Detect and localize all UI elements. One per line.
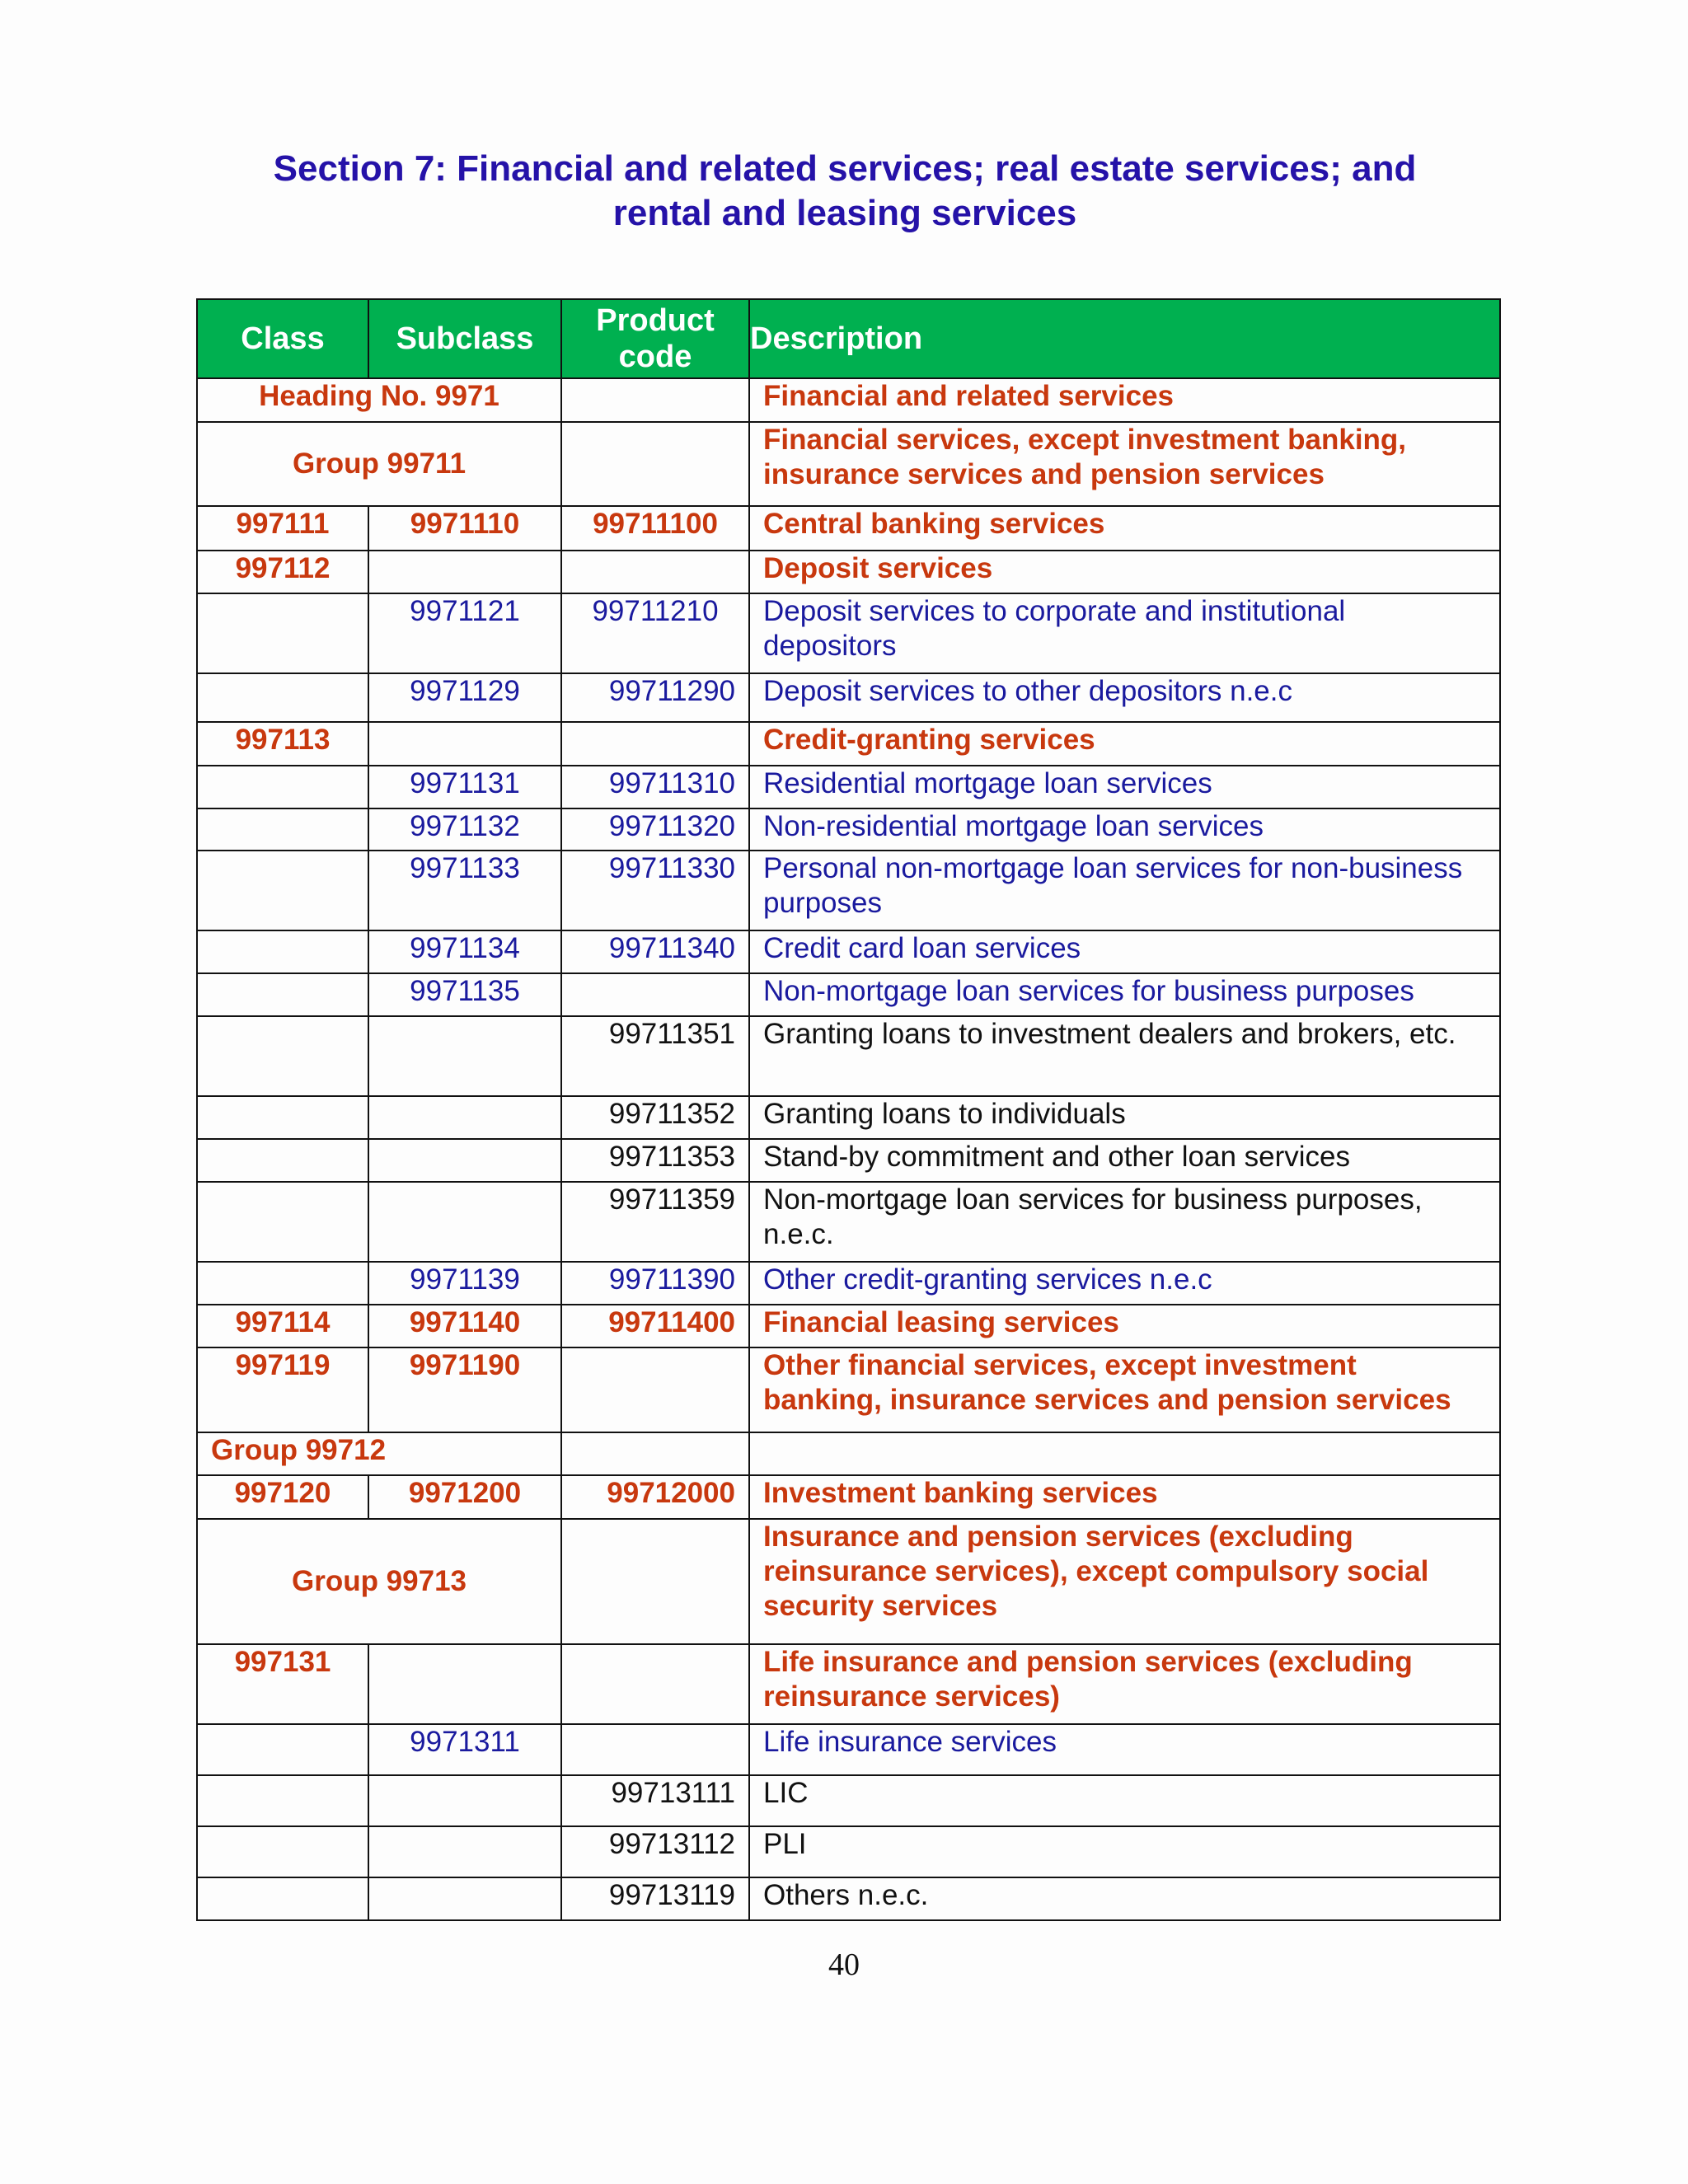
class-cell: 997120 <box>197 1475 368 1519</box>
subclass-cell <box>368 1877 561 1920</box>
product-cell <box>561 722 749 766</box>
product-cell: 99713112 <box>561 1826 749 1877</box>
description-cell: Others n.e.c. <box>749 1877 1500 1920</box>
class-cell <box>197 1139 368 1182</box>
subclass-cell: 9971311 <box>368 1724 561 1775</box>
header-subclass: Subclass <box>368 299 561 378</box>
group-label: Group 99711 <box>197 422 561 506</box>
product-cell: 99711320 <box>561 808 749 851</box>
description-cell: Life insurance and pension services (excluding reinsurance services) <box>749 1644 1500 1724</box>
subclass-cell <box>368 551 561 593</box>
subclass-cell: 9971135 <box>368 973 561 1016</box>
table-row <box>197 1775 1500 1826</box>
subclass-cell <box>368 1826 561 1877</box>
table-row <box>197 1644 1500 1724</box>
header-product-code <box>561 299 749 378</box>
description-cell: Credit-granting services <box>749 722 1500 766</box>
table-header-row <box>197 299 1500 378</box>
services-classification-table <box>196 298 1501 1921</box>
table-row <box>197 1877 1500 1920</box>
class-cell <box>197 1016 368 1096</box>
table-row <box>197 722 1500 766</box>
table-row <box>197 422 1500 506</box>
product-cell: 99711340 <box>561 930 749 973</box>
class-cell <box>197 808 368 851</box>
product-cell: 99711353 <box>561 1139 749 1182</box>
table-row <box>197 1347 1500 1432</box>
description-cell: Non-mortgage loan services for business purposes <box>749 973 1500 1016</box>
product-cell: 99711351 <box>561 1016 749 1096</box>
class-cell <box>197 673 368 722</box>
product-cell: 99711290 <box>561 673 749 722</box>
page-title-line2: rental and leasing services <box>612 193 1077 233</box>
class-cell <box>197 766 368 808</box>
product-cell: 99713119 <box>561 1877 749 1920</box>
subclass-cell <box>368 722 561 766</box>
subclass-cell: 9971139 <box>368 1262 561 1305</box>
description-cell: PLI <box>749 1826 1500 1877</box>
table-row <box>197 1016 1500 1096</box>
class-cell <box>197 1826 368 1877</box>
product-cell: 99711210 <box>561 593 749 673</box>
product-cell <box>561 1519 749 1644</box>
description-cell: Deposit services <box>749 551 1500 593</box>
product-cell <box>561 1644 749 1724</box>
description-cell: Life insurance services <box>749 1724 1500 1775</box>
description-cell: Investment banking services <box>749 1475 1500 1519</box>
description-cell <box>749 1347 1500 1432</box>
description-cell: Residential mortgage loan services <box>749 766 1500 808</box>
description-cell: LIC <box>749 1775 1500 1826</box>
table-row <box>197 1475 1500 1519</box>
product-cell: 99711400 <box>561 1305 749 1347</box>
description-cell: Deposit services to corporate and institutional depositors <box>749 593 1500 673</box>
subclass-cell: 9971200 <box>368 1475 561 1519</box>
class-cell <box>197 1775 368 1826</box>
description-cell: Financial and related services <box>749 378 1500 422</box>
subclass-cell: 9971131 <box>368 766 561 808</box>
class-cell <box>197 1877 368 1920</box>
subclass-cell <box>368 1016 561 1096</box>
product-cell: 99711359 <box>561 1182 749 1262</box>
table-row <box>197 1182 1500 1262</box>
class-cell <box>197 851 368 930</box>
description-cell: Financial services, except investment banking, insurance services and pension services <box>749 422 1500 506</box>
product-cell: 99711330 <box>561 851 749 930</box>
description-cell: Insurance and pension services (excluding reinsurance services), except compulsory social security services <box>749 1519 1500 1644</box>
header-description: Description <box>749 299 1500 378</box>
subclass-cell: 9971133 <box>368 851 561 930</box>
subclass-cell: 9971134 <box>368 930 561 973</box>
description-cell: Non-residential mortgage loan services <box>749 808 1500 851</box>
description-cell: Personal non-mortgage loan services for non-business purposes <box>749 851 1500 930</box>
class-cell: 997113 <box>197 722 368 766</box>
group-label: Group 99712 <box>197 1432 561 1475</box>
page-title-line1: Section 7: Financial and related services; real estate services; and <box>273 148 1417 189</box>
table-row <box>197 1305 1500 1347</box>
class-cell: 997111 <box>197 506 368 551</box>
subclass-cell: 9971121 <box>368 593 561 673</box>
class-cell: 997119 <box>197 1347 368 1432</box>
product-cell: 99711352 <box>561 1096 749 1139</box>
header-class: Class <box>197 299 368 378</box>
product-cell <box>561 1724 749 1775</box>
class-cell: 997112 <box>197 551 368 593</box>
product-cell: 99711100 <box>561 506 749 551</box>
table-row <box>197 506 1500 551</box>
header-product-line2: code <box>618 340 692 374</box>
class-cell <box>197 1096 368 1139</box>
subclass-cell <box>368 1182 561 1262</box>
product-cell <box>561 973 749 1016</box>
product-cell: 99712000 <box>561 1475 749 1519</box>
class-cell <box>197 1182 368 1262</box>
table-row <box>197 1724 1500 1775</box>
subclass-cell <box>368 1139 561 1182</box>
heading-label: Heading No. 9971 <box>197 378 561 422</box>
table-row <box>197 1139 1500 1182</box>
product-cell <box>561 422 749 506</box>
description-cell: Granting loans to investment dealers and brokers, etc. <box>749 1016 1500 1096</box>
product-cell <box>561 551 749 593</box>
description-cell: Central banking services <box>749 506 1500 551</box>
product-cell: 99711310 <box>561 766 749 808</box>
description-cell: Other credit-granting services n.e.c <box>749 1262 1500 1305</box>
subclass-cell <box>368 1775 561 1826</box>
table-row <box>197 1096 1500 1139</box>
subclass-cell <box>368 1096 561 1139</box>
table-row <box>197 673 1500 722</box>
class-cell <box>197 593 368 673</box>
subclass-cell: 9971190 <box>368 1347 561 1432</box>
page-number: 40 <box>828 1947 860 1982</box>
class-cell: 997114 <box>197 1305 368 1347</box>
class-cell <box>197 973 368 1016</box>
subclass-cell: 9971129 <box>368 673 561 722</box>
description-cell: Non-mortgage loan services for business purposes, n.e.c. <box>749 1182 1500 1262</box>
table-row <box>197 930 1500 973</box>
description-cell: Granting loans to individuals <box>749 1096 1500 1139</box>
table-row <box>197 551 1500 593</box>
table-row <box>197 766 1500 808</box>
table-row <box>197 973 1500 1016</box>
table-row <box>197 851 1500 930</box>
product-cell: 99711390 <box>561 1262 749 1305</box>
table-row <box>197 1826 1500 1877</box>
description-cell <box>749 1432 1500 1475</box>
table-row <box>197 1519 1500 1644</box>
table-row <box>197 378 1500 422</box>
class-cell <box>197 930 368 973</box>
table-row <box>197 1432 1500 1475</box>
class-cell <box>197 1262 368 1305</box>
product-cell <box>561 1432 749 1475</box>
group-label: Group 99713 <box>197 1519 561 1644</box>
class-cell: 997131 <box>197 1644 368 1724</box>
header-product-line1: Product <box>596 303 715 338</box>
description-cell: Financial leasing services <box>749 1305 1500 1347</box>
table-row <box>197 593 1500 673</box>
table-row <box>197 1262 1500 1305</box>
subclass-cell: 9971110 <box>368 506 561 551</box>
product-cell: 99713111 <box>561 1775 749 1826</box>
description-cell: Deposit services to other depositors n.e.c <box>749 673 1500 722</box>
product-cell <box>561 1347 749 1432</box>
class-cell <box>197 1724 368 1775</box>
page-title <box>148 147 1541 236</box>
table-row <box>197 808 1500 851</box>
product-cell <box>561 378 749 422</box>
subclass-cell: 9971132 <box>368 808 561 851</box>
subclass-cell: 9971140 <box>368 1305 561 1347</box>
description-cell: Stand-by commitment and other loan services <box>749 1139 1500 1182</box>
description-cell: Credit card loan services <box>749 930 1500 973</box>
subclass-cell <box>368 1644 561 1724</box>
description-text: Other financial services, except investment banking, insurance services and pension services <box>763 1349 1451 1416</box>
